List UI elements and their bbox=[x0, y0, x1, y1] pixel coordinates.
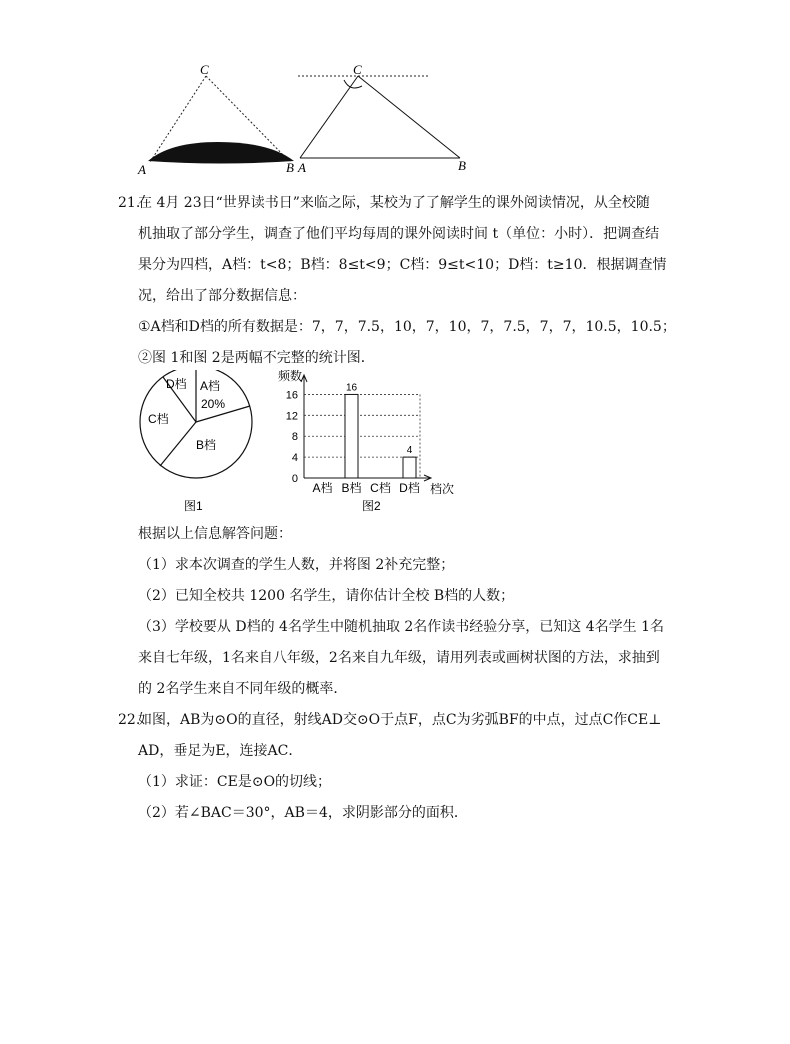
left-label-a: A bbox=[138, 162, 146, 177]
y-tick-label: 4 bbox=[291, 452, 298, 465]
q21-part3c: 的 2名学生来自不同年级的概率． bbox=[138, 681, 348, 697]
q21-intro: 根据以上信息解答问题： bbox=[138, 526, 292, 542]
q22-part2: （2）若∠BAC＝30°，AB＝4，求阴影部分的面积． bbox=[138, 805, 468, 821]
pie-label-b: B档 bbox=[196, 438, 217, 452]
pie-label-a-pct: 20% bbox=[201, 397, 226, 411]
right-label-a: A bbox=[298, 160, 306, 175]
x-tick-label: B档 bbox=[341, 481, 362, 495]
pie-chart bbox=[130, 370, 270, 520]
y-tick-label: 16 bbox=[285, 389, 298, 402]
q21-line2: 机抽取了部分学生，调查了他们平均每周的课外阅读时间 t（单位：小时）．把调查结 bbox=[138, 226, 660, 242]
pie-caption: 图1 bbox=[184, 499, 203, 513]
bar-chart-caption: 图2 bbox=[362, 499, 381, 513]
pie-label-c: C档 bbox=[148, 412, 169, 426]
shaded-blob bbox=[148, 142, 294, 164]
y-tick-label: 12 bbox=[285, 410, 298, 423]
q22-line2: AD，垂足为E，连接AC． bbox=[138, 743, 303, 759]
q21-number: 21. bbox=[118, 195, 141, 211]
x-tick-label: C档 bbox=[370, 481, 391, 495]
y-tick-label: 0 bbox=[291, 473, 298, 485]
right-label-c: C bbox=[353, 62, 362, 77]
pie-label-a: A档 bbox=[200, 379, 221, 393]
x-tick-label: A档 bbox=[312, 481, 333, 495]
left-label-b: B bbox=[286, 160, 294, 175]
y-axis-label: 频数 bbox=[278, 369, 303, 383]
x-tick-label: D档 bbox=[399, 481, 420, 495]
q21-line4: 况，给出了部分数据信息： bbox=[138, 288, 306, 304]
q21-line1: 在 4月 23日“世界读书日”来临之际，某校为了了解学生的课外阅读情况，从全校随 bbox=[138, 195, 650, 211]
right-label-b: B bbox=[458, 158, 466, 173]
q21-info2: ②图 1和图 2是两幅不完整的统计图． bbox=[138, 350, 375, 366]
q21-line3: 果分为四档，A档：t<8；B档：8≤t<9；C档：9≤t<10；D档：t≥10．根据调查情 bbox=[138, 257, 667, 273]
y-tick-label: 8 bbox=[291, 431, 298, 444]
bar bbox=[403, 457, 416, 478]
q21-info1: ①A档和D档的所有数据是：7，7，7.5，10，7，10，7，7.5，7，7，10.5，10.5； bbox=[138, 319, 676, 335]
q22-number: 22. bbox=[118, 712, 141, 728]
q21-part3b: 来自七年级，1名来自八年级，2名来自九年级，请用列表或画树状图的方法，求抽到 bbox=[138, 650, 660, 666]
q22-part1: （1）求证：CE是⊙O的切线； bbox=[138, 774, 332, 790]
q22-line1: 如图，AB为⊙O的直径，射线AD交⊙O于点F，点C为劣弧BF的中点，过点C作CE⊥ bbox=[138, 712, 662, 728]
q21-part2: （2）已知全校共 1200 名学生，请你估计全校 B档的人数； bbox=[138, 588, 515, 604]
bar-chart bbox=[270, 366, 470, 522]
bar-data-label: 16 bbox=[345, 382, 358, 394]
pie-label-d: D档 bbox=[166, 377, 187, 391]
q21-part1: （1）求本次调查的学生人数，并将图 2补充完整； bbox=[138, 557, 455, 573]
q21-part3a: （3）学校要从 D档的 4名学生中随机抽取 2名作读书经验分享，已知这 4名学生 1名 bbox=[138, 619, 665, 635]
top-figures bbox=[130, 60, 490, 180]
left-label-c: C bbox=[200, 62, 209, 77]
bar bbox=[345, 394, 358, 478]
bar-data-label: 4 bbox=[406, 445, 413, 457]
x-axis-label: 档次 bbox=[430, 482, 455, 496]
